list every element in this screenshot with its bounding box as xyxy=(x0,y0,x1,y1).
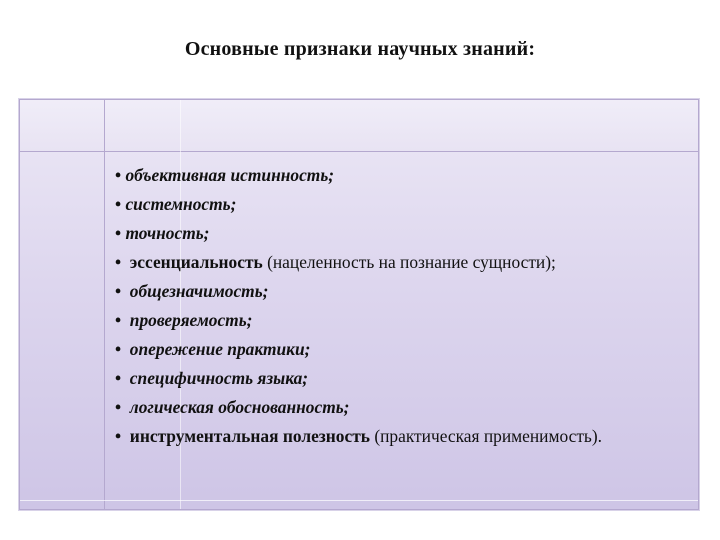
table-header-row xyxy=(20,100,698,152)
list-item xyxy=(115,364,685,393)
bullet: • xyxy=(115,397,122,417)
list-item xyxy=(115,335,685,364)
list-item xyxy=(115,219,685,248)
item-term: системность; xyxy=(125,194,237,214)
list-item xyxy=(115,393,685,422)
bullet: • xyxy=(115,252,122,272)
list-item xyxy=(115,190,685,219)
bullet: • xyxy=(115,426,122,446)
item-term: эссенциальность xyxy=(129,252,263,272)
list-item xyxy=(115,161,685,190)
list-item xyxy=(115,248,685,277)
item-term: общезначимость; xyxy=(129,281,269,301)
list-item xyxy=(115,277,685,306)
content-table xyxy=(19,99,699,510)
item-term: точность; xyxy=(125,223,210,243)
item-term: логическая обоснованность; xyxy=(129,397,350,417)
item-term: объективная истинность; xyxy=(125,165,335,185)
item-detail: (нацеленность на познание сущности); xyxy=(267,252,556,272)
list-item xyxy=(115,306,685,335)
bullet: • xyxy=(115,165,122,185)
bullet: • xyxy=(115,281,122,301)
features-list xyxy=(115,161,685,451)
slide-title: Основные признаки научных знаний: xyxy=(184,38,536,60)
bullet: • xyxy=(115,368,122,388)
item-term: инструментальная полезность xyxy=(129,426,370,446)
bullet: • xyxy=(115,339,122,359)
bullet: • xyxy=(115,223,122,243)
list-item xyxy=(115,422,685,451)
column-divider xyxy=(104,100,105,509)
bullet: • xyxy=(115,194,122,214)
row-highlight-line xyxy=(20,500,698,501)
bullet: • xyxy=(115,310,122,330)
item-detail: (практическая применимость). xyxy=(374,426,603,446)
item-term: проверяемость; xyxy=(129,310,253,330)
item-term: опережение практики; xyxy=(129,339,311,359)
item-term: специфичность языка; xyxy=(129,368,309,388)
